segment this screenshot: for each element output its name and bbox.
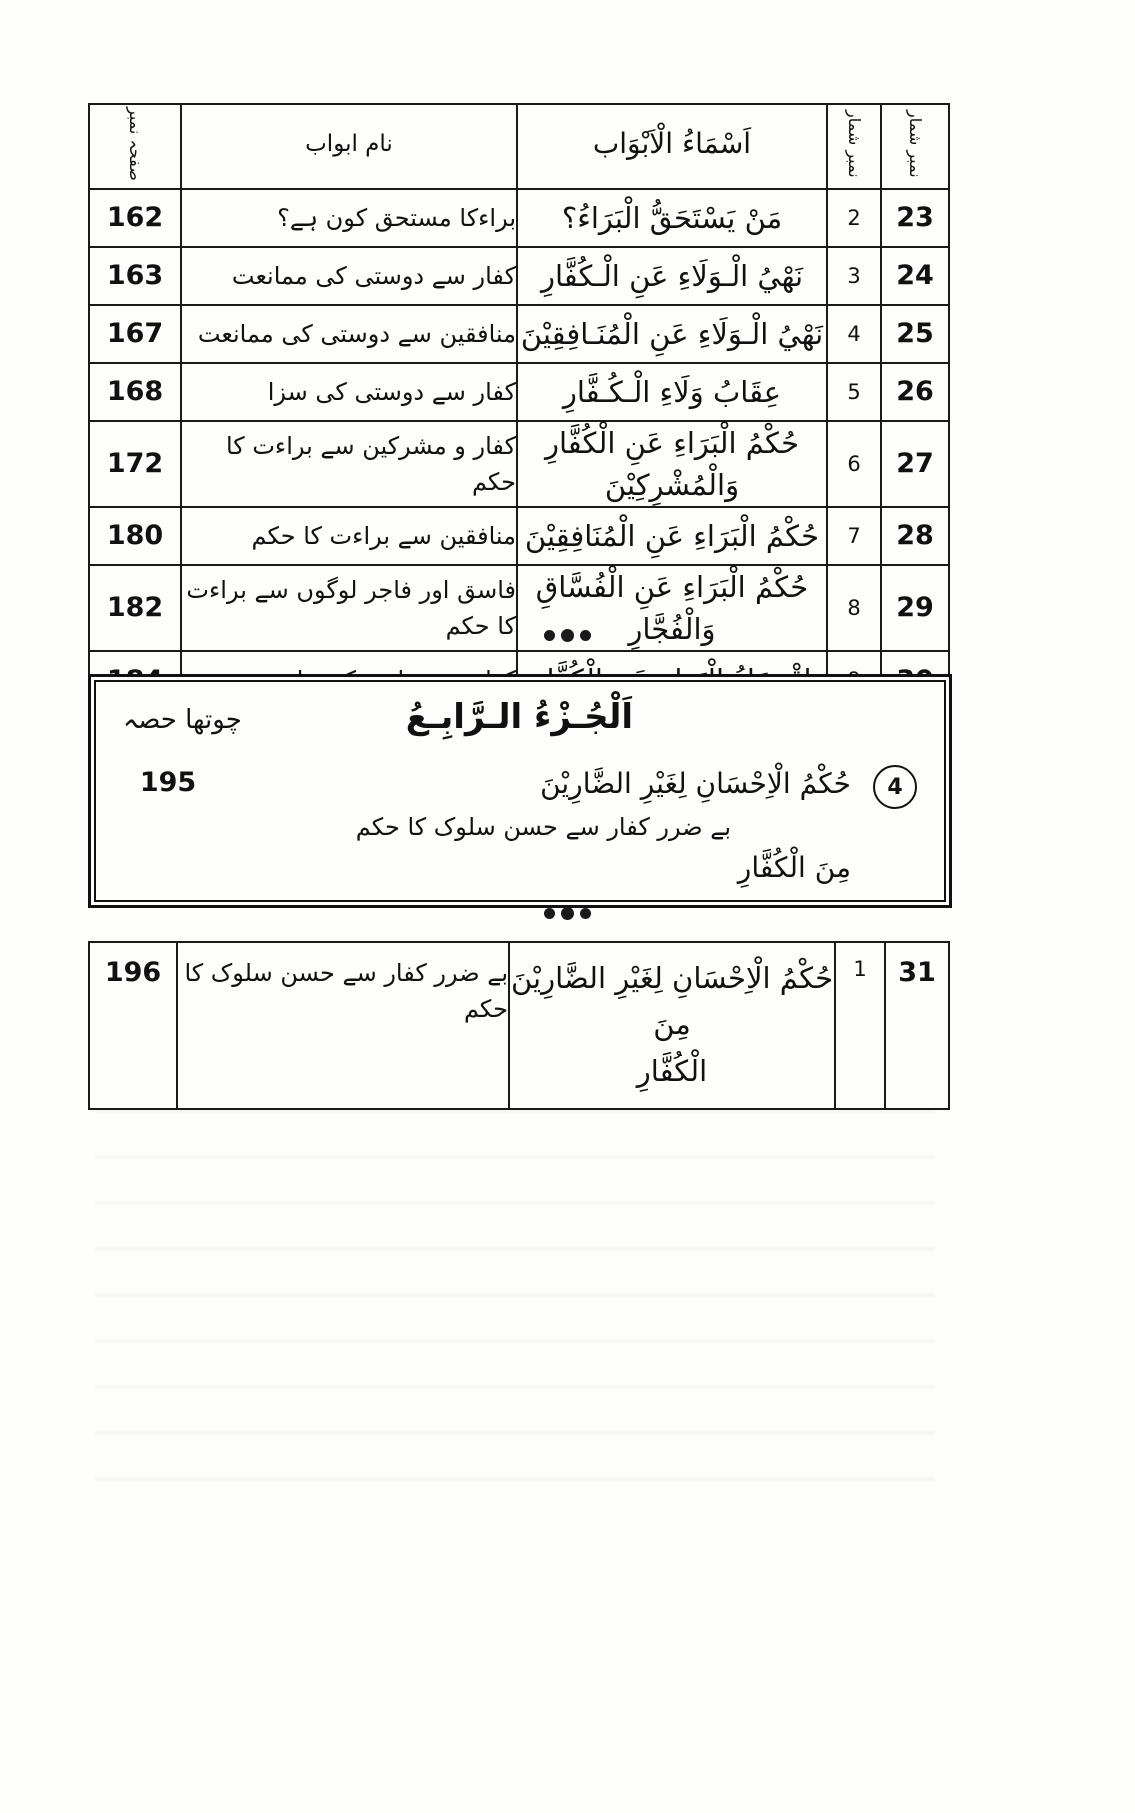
section-title-row: [123, 697, 917, 737]
ornament-divider-top: [0, 622, 1135, 646]
row-arabic-title: مَنْ يَسْتَحَقُّ الْبَرَاءُ؟: [517, 189, 827, 247]
section-page-number: 195: [139, 767, 197, 798]
table-row: [89, 189, 949, 247]
row-page: 162: [89, 189, 181, 247]
paper-bleedthrough: [95, 1110, 935, 1490]
row-urdu-title: کفار سے دوستی کی سزا: [181, 363, 517, 421]
header-page-number: صفحہ نمبر: [89, 104, 181, 189]
table-row: [89, 247, 949, 305]
table-of-contents: [88, 103, 950, 710]
table-row: [89, 942, 949, 1109]
row-serial: 26: [881, 363, 949, 421]
row-serial: 27: [881, 421, 949, 507]
header-chapter-names-arabic: اَسْمَاءُ الْاَبْوَاب: [517, 104, 827, 189]
row-page: 168: [89, 363, 181, 421]
section-arabic-text: حُكْمُ الْاِحْسَانِ لِغَيْرِ الضَّارِيْنَ: [540, 767, 851, 800]
table-of-contents-continued: [88, 941, 950, 1110]
row-serial: 25: [881, 305, 949, 363]
row-subserial: 4: [827, 305, 881, 363]
row-urdu-title: بے ضرر کفار سے حسن سلوک کا حکم: [177, 942, 509, 1109]
section-heading-box: [88, 674, 952, 908]
row-page: 167: [89, 305, 181, 363]
row-page: 196: [89, 942, 177, 1109]
row-arabic-title: عِقَابُ وَلَاءِ الْـكُـفَّارِ: [517, 363, 827, 421]
row-subserial: 3: [827, 247, 881, 305]
row-arabic-title: نَهْيُ الْـوَلَاءِ عَنِ الْمُنَـافِقِيْنَ: [517, 305, 827, 363]
row-page: 172: [89, 421, 181, 507]
row-arabic-title: حُكْمُ الْبَرَاءِ عَنِ الْكُفَّارِ وَالْمُشْرِكِيْنَ: [517, 421, 827, 507]
row-arabic-line-2: الْكُفَّارِ: [636, 1053, 708, 1088]
row-arabic-line-1: حُكْمُ الْاِحْسَانِ لِغَيْرِ الضَّارِيْنَ مِنَ: [510, 961, 834, 1042]
header-serial-sub: نمبر شمار: [827, 104, 881, 189]
row-page: 182: [89, 565, 181, 651]
row-subserial: 7: [827, 507, 881, 565]
row-urdu-title: کفار سے دوستی کی ممانعت: [181, 247, 517, 305]
row-subserial: 2: [827, 189, 881, 247]
table-row: [89, 421, 949, 507]
dots-ornament-icon: [541, 900, 594, 924]
row-arabic-title: [509, 942, 835, 1109]
row-serial: 23: [881, 189, 949, 247]
table-row: [89, 507, 949, 565]
header-chapter-names-urdu: نام ابواب: [181, 104, 517, 189]
row-urdu-title: کفار و مشرکین سے براءت کا حکم: [181, 421, 517, 507]
row-urdu-title: براءکا مستحق کون ہے؟: [181, 189, 517, 247]
row-subserial: 6: [827, 421, 881, 507]
row-urdu-title: منافقین سے براءت کا حکم: [181, 507, 517, 565]
row-serial: 28: [881, 507, 949, 565]
row-arabic-title: حُكْمُ الْبَرَاءِ عَنِ الْفُسَّاقِ وَالْفُجَّارِ: [517, 565, 827, 651]
dots-ornament-icon: [541, 622, 594, 646]
row-urdu-title: فاسق اور فاجر لوگوں سے براءت کا حکم: [181, 565, 517, 651]
ornament-divider-bottom: [0, 900, 1135, 924]
row-subserial: 5: [827, 363, 881, 421]
table-header-row: [89, 104, 949, 189]
row-subserial: 8: [827, 565, 881, 651]
row-arabic-title: نَهْيُ الْـوَلَاءِ عَنِ الْـكُفَّارِ: [517, 247, 827, 305]
section-title-urdu: چوتھا حصہ: [123, 705, 242, 735]
row-page: 180: [89, 507, 181, 565]
row-subserial: 1: [835, 942, 885, 1109]
row-urdu-title: منافقین سے دوستی کی ممانعت: [181, 305, 517, 363]
row-serial: 24: [881, 247, 949, 305]
row-arabic-title: حُكْمُ الْبَرَاءِ عَنِ الْمُنَافِقِيْنَ: [517, 507, 827, 565]
table-row: [89, 305, 949, 363]
section-number-badge: 4: [873, 765, 917, 809]
section-urdu-text: بے ضرر کفار سے حسن سلوک کا حکم: [355, 813, 731, 841]
section-title-arabic: اَلْجُـزْءُ الـرَّابِـعُ: [405, 697, 634, 737]
section-arabic-line-2: مِنَ الْكُفَّارِ: [737, 851, 851, 884]
row-serial: 29: [881, 565, 949, 651]
row-serial: 31: [885, 942, 949, 1109]
table-row: [89, 363, 949, 421]
header-serial-main: نمبر شمار: [881, 104, 949, 189]
row-page: 163: [89, 247, 181, 305]
section-arabic-line-1: [223, 763, 851, 847]
